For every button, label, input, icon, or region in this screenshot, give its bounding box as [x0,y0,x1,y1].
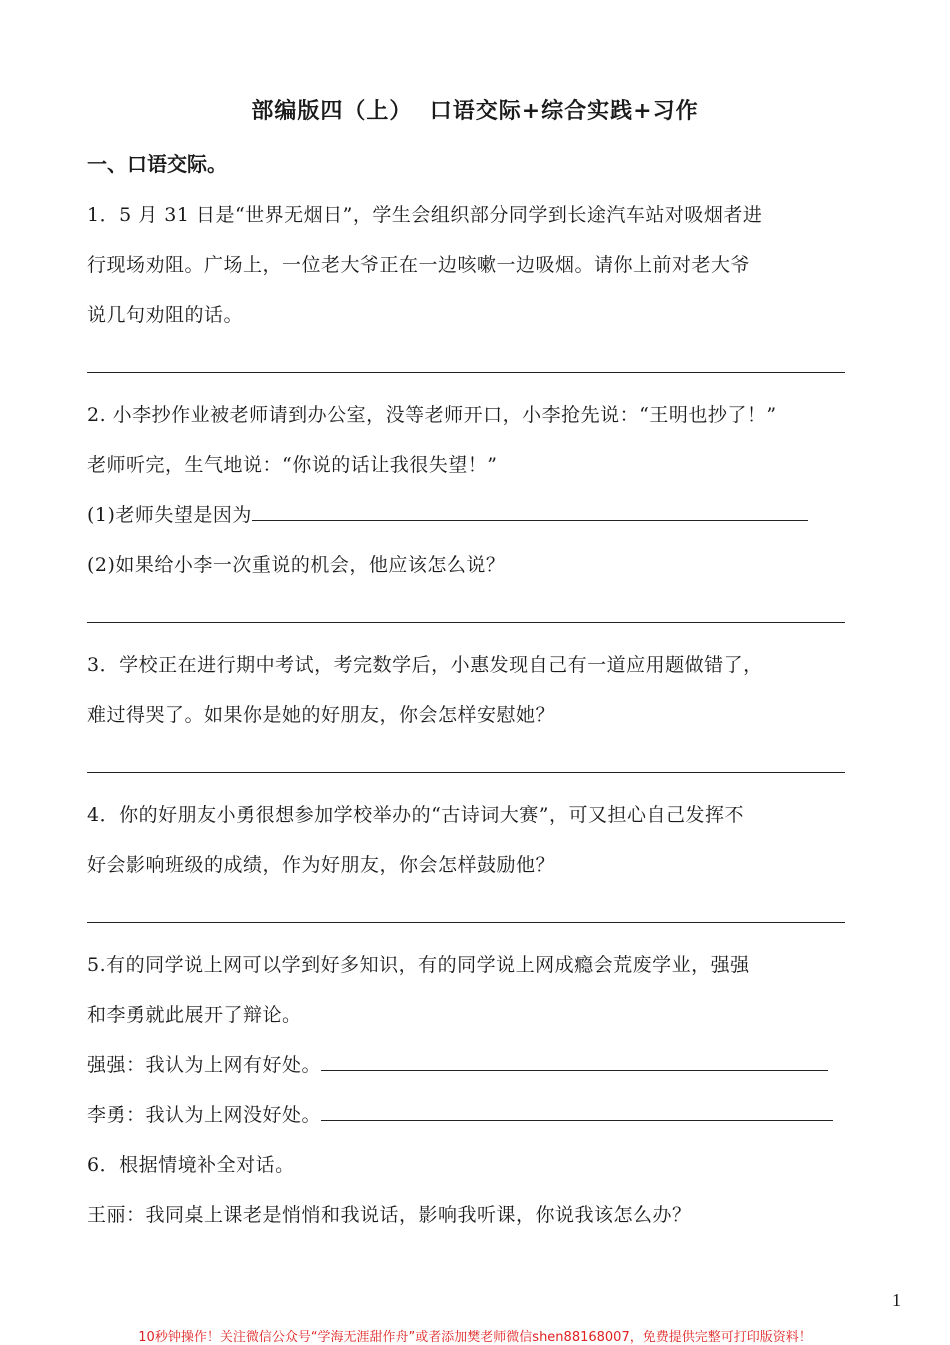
page-number: 1 [892,1290,901,1310]
q5-liyong-blank[interactable] [321,1102,833,1121]
footer-notice: 10秒钟操作！关注微信公众号“学海无涯甜作舟”或者添加樊老师微信shen88168007，免费提供完整可打印版资料！ [138,1330,812,1345]
q2-sub-1 [87,500,808,527]
q4-answer-line[interactable] [87,922,845,923]
q5-liyong-label: 李勇：我认为上网没好处。 [87,1104,322,1126]
q1-line-2: 行现场劝阻。广场上，一位老大爷正在一边咳嗽一边吸烟。请你上前对老大爷 [87,254,751,276]
page-title: 部编版四（上） 口语交际+综合实践+习作 [251,98,699,124]
q5-qiangqiang-label: 强强：我认为上网有好处。 [87,1054,322,1076]
q5-line-2: 和李勇就此展开了辩论。 [87,1004,302,1026]
q2-sub-1-blank[interactable] [252,502,808,521]
q4-line-2: 好会影响班级的成绩，作为好朋友，你会怎样鼓励他？ [87,854,556,876]
q5-liyong [87,1100,833,1127]
q5-line-1: 5.有的同学说上网可以学到好多知识，有的同学说上网成瘾会荒废学业，强强 [87,954,750,976]
q1-line-1: 1．5 月 31 日是“世界无烟日”，学生会组织部分同学到长途汽车站对吸烟者进 [87,204,763,226]
q2-answer-line[interactable] [87,622,845,623]
q3-line-1: 3．学校正在进行期中考试，考完数学后，小惠发现自己有一道应用题做错了， [87,654,763,676]
q6-line-1: 6．根据情境补全对话。 [87,1154,295,1176]
q1-line-3: 说几句劝阻的话。 [87,304,244,326]
q3-answer-line[interactable] [87,772,845,773]
q2-line-1: 2. 小李抄作业被老师请到办公室，没等老师开口，小李抢先说：“王明也抄了！” [87,404,777,426]
q2-sub-2: (2)如果给小李一次重说的机会，他应该怎么说？ [87,554,506,576]
q2-line-2: 老师听完，生气地说：“你说的话让我很失望！” [87,454,498,476]
q1-answer-line[interactable] [87,372,845,373]
q4-line-1: 4．你的好朋友小勇很想参加学校举办的“古诗词大赛”，可又担心自己发挥不 [87,804,745,826]
q2-sub-1-label: (1)老师失望是因为 [87,504,252,526]
section-heading: 一、口语交际。 [87,152,227,176]
q5-qiangqiang-blank[interactable] [321,1052,828,1071]
q5-qiangqiang [87,1050,828,1077]
q6-wangli: 王丽：我同桌上课老是悄悄和我说话，影响我听课，你说我该怎么办？ [87,1204,692,1226]
q3-line-2: 难过得哭了。如果你是她的好朋友，你会怎样安慰她？ [87,704,556,726]
